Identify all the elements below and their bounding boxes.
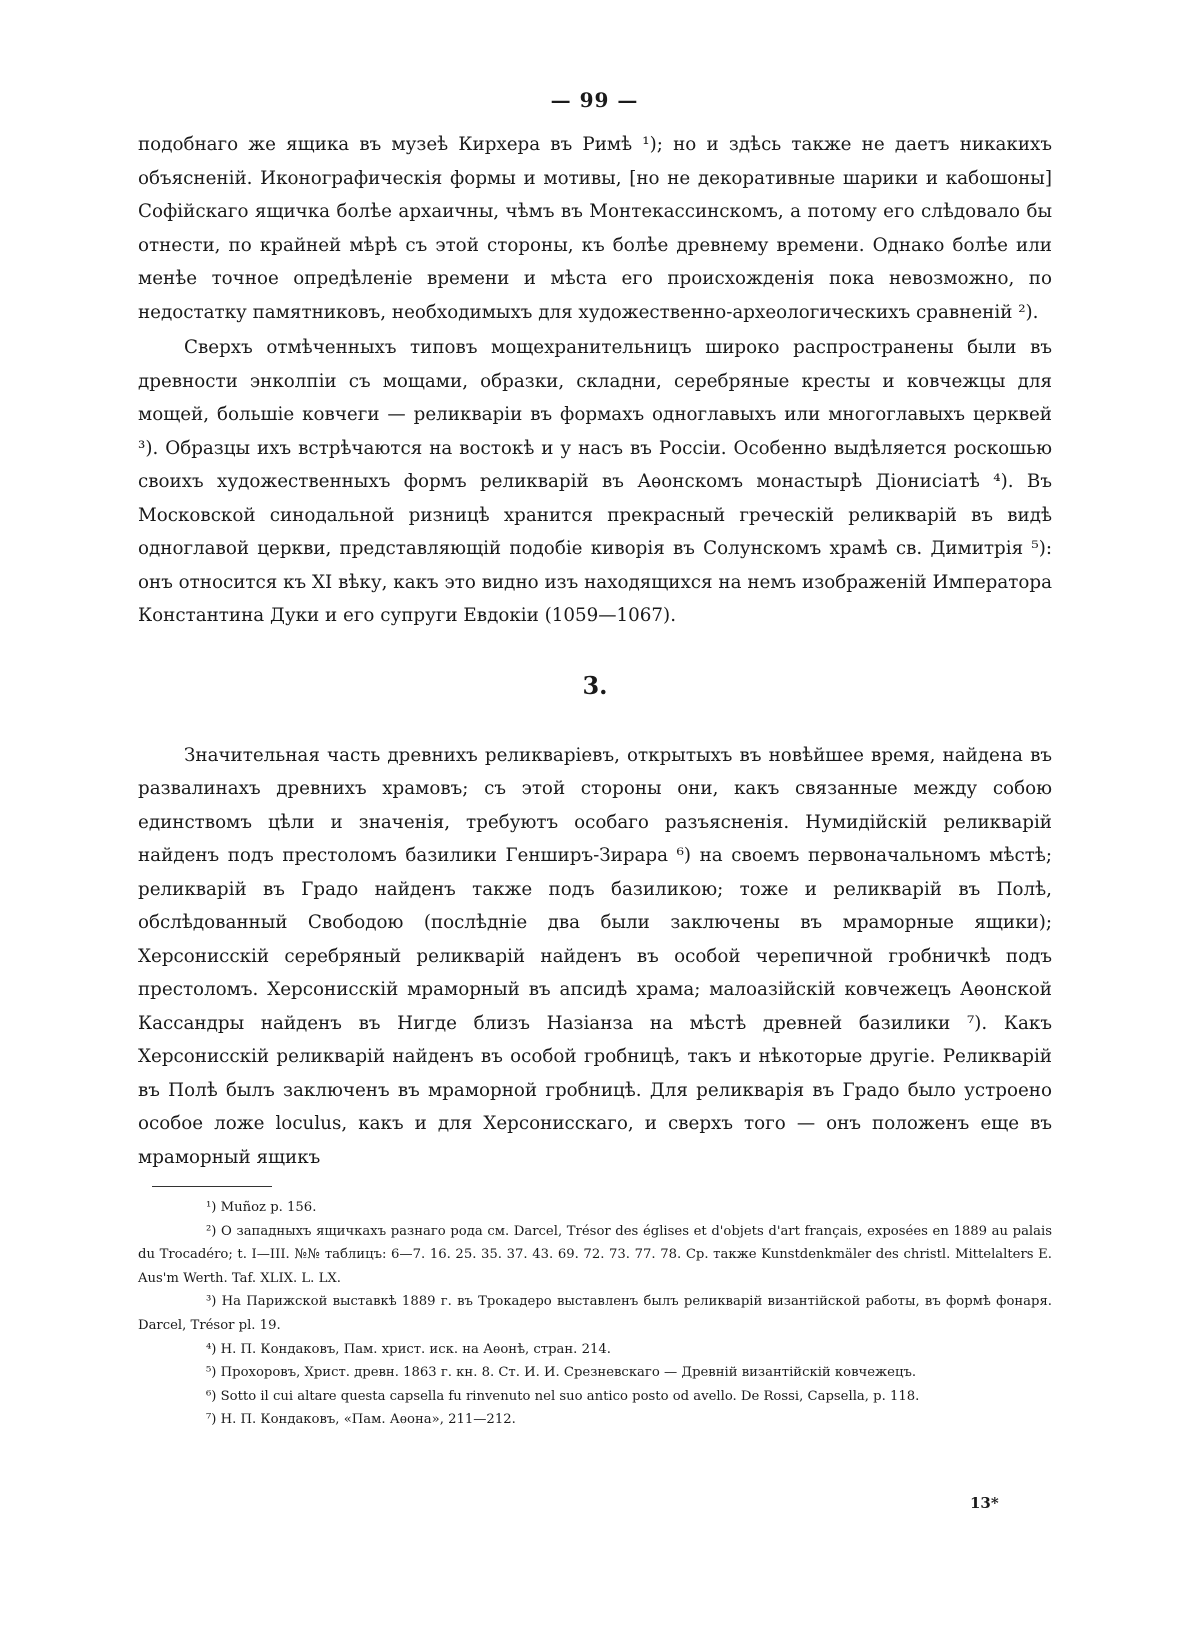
footnote: ⁷) Н. П. Кондаковъ, «Пам. Аѳона», 211—212. xyxy=(206,1412,516,1428)
footnote: ⁵) Прохоровъ, Христ. древн. 1863 г. кн. 8. Ст. И. И. Срезневскаго — Древній византійскій ковчежецъ. xyxy=(206,1365,917,1381)
main-text xyxy=(138,128,1052,1174)
folio-mark: 13* xyxy=(970,1494,999,1512)
page-number: — 99 — xyxy=(550,88,639,112)
footnote: ³) На Парижской выставкѣ 1889 г. въ Трокадеро выставленъ былъ реликварій византійской работы, въ формѣ фонаря. Darcel, Trésor pl. 19. xyxy=(138,1294,1052,1333)
paragraph: подобнаго же ящика въ музеѣ Кирхера въ Римѣ ¹); но и здѣсь также не даетъ никакихъ объясненій. Иконографическія формы и мотивы, [но не декоративные шарики и кабошоны] Софійскаго ящичка болѣе архаичны, чѣмъ въ Монтекассинскомъ, а потому его слѣдовало бы отнести, по крайней мѣрѣ съ этой стороны, къ болѣе древнему времени. Однако болѣе или менѣе точное опредѣленіе времени и мѣста его происхожденія пока невозможно, по недостатку памятниковъ, необходимыхъ для художественно-археологическихъ сравненій ²). xyxy=(138,134,1052,323)
section-heading: 3. xyxy=(582,670,608,700)
footnote: ¹) Muñoz p. 156. xyxy=(206,1200,317,1215)
footnote: ⁴) Н. П. Кондаковъ, Пам. христ. иск. на Аѳонѣ, стран. 214. xyxy=(206,1341,611,1357)
footnote-divider xyxy=(152,1186,272,1187)
footnote: ²) О западныхъ ящичкахъ разнаго рода см. Darcel, Trésor des églises et d'objets d'art français, exposées en 1889 au palais du Trocadéro; t. I—III. №№ таблицъ: 6—7. 16. 25. 35. 37. 43. 69. 72. 73. 77. 78. Ср. также Kunstdenkmäler des christl. Mittelalters E. Aus'm Werth. Taf. XLIX. L. LX. xyxy=(138,1223,1052,1286)
paragraph: Значительная часть древнихъ реликваріевъ, открытыхъ въ новѣйшее время, найдена въ развалинахъ древнихъ храмовъ; съ этой стороны они, какъ связанные между собою единствомъ цѣли и значенія, требуютъ особаго разъясненія. Нумидійскій реликварій найденъ подъ престоломъ базилики Генширъ-Зирара ⁶) на своемъ первоначальномъ мѣстѣ; реликварій въ Градо найденъ также подъ базиликою; тоже и реликварій въ Полѣ, обслѣдованный Свободою (послѣдніе два были заключены въ мраморные ящики); Херсонисскій серебряный реликварій найденъ въ особой черепичной гробничкѣ подъ престоломъ. Херсонисскій мраморный въ апсидѣ храма; малоазійскій ковчежецъ Аѳонской Кассандры найденъ въ Нигде близъ Назіанза на мѣстѣ древней базилики ⁷). Какъ Херсонисскій реликварій найденъ въ особой гробницѣ, такъ и нѣкоторые другіе. Реликварій въ Полѣ былъ заключенъ въ мраморной гробницѣ. Для реликварія въ Градо было устроено особое ложе loculus, какъ и для Херсонисскаго, и сверхъ того — онъ положенъ еще въ мраморный ящикъ xyxy=(138,744,1052,1168)
footnote: ⁶) Sotto il cui altare questa capsella fu rinvenuto nel suo antico posto od avello. De Rossi, Capsella, p. 118. xyxy=(206,1388,920,1404)
footnotes xyxy=(138,1196,1052,1432)
paragraph: Сверхъ отмѣченныхъ типовъ мощехранительницъ широко распространены были въ древности энколпіи съ мощами, образки, складни, серебряные кресты и ковчежцы для мощей, большіе ковчеги — реликваріи въ формахъ одноглавыхъ или многоглавыхъ церквей ³). Образцы ихъ встрѣчаются на востокѣ и у насъ въ Россіи. Особенно выдѣляется роскошью своихъ художественныхъ формъ реликварій въ Аѳонскомъ монастырѣ Діонисіатѣ ⁴). Въ Московской синодальной ризницѣ хранится прекрасный греческій реликварій въ видѣ одноглавой церкви, представляющій подобіе киворія въ Солунскомъ храмѣ св. Димитрія ⁵): онъ относится къ XI вѣку, какъ это видно изъ находящихся на немъ изображеній Императора Константина Дуки и его супруги Евдокіи (1059—1067). xyxy=(138,337,1052,626)
